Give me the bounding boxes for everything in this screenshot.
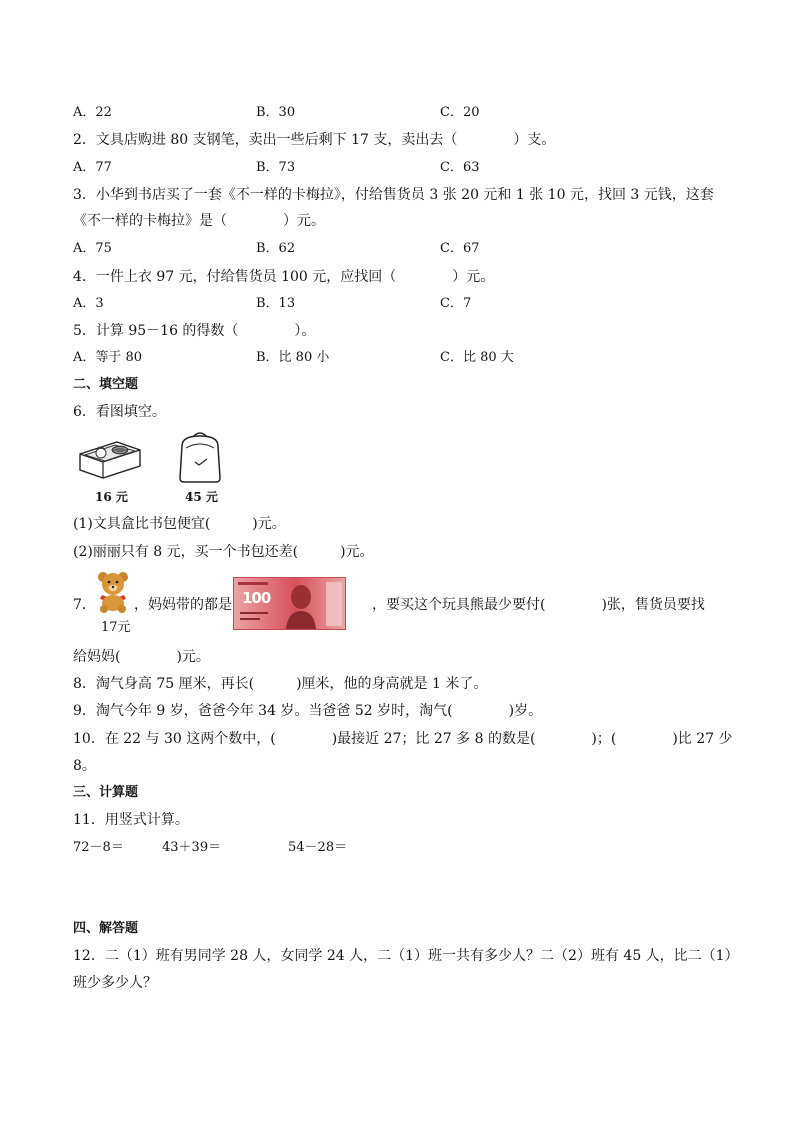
- q11-text: 11．用竖式计算。: [73, 812, 189, 828]
- q9-text: 9．淘气今年 9 岁，爸爸今年 34 岁。当爸爸 52 岁时，淘气( )岁。: [73, 703, 543, 719]
- q10-text-line2: 8。: [73, 758, 96, 774]
- q3-option-c[interactable]: C．67: [440, 241, 480, 256]
- q5-option-a[interactable]: A．等于 80: [73, 350, 143, 365]
- q7-text-tail: ，要买这个玩具熊最少要付( )张，售货员要找: [372, 597, 705, 613]
- section-title-word-problems: 四、解答题: [73, 921, 139, 936]
- q3-option-b[interactable]: B．62: [256, 241, 296, 256]
- section-title-calculation: 三、计算题: [73, 785, 139, 800]
- q12-text-line2: 班少多少人？: [73, 975, 157, 991]
- q5-option-c[interactable]: C．比 80 大: [440, 350, 514, 365]
- q5-option-b[interactable]: B．比 80 小: [256, 350, 330, 365]
- q1-option-c[interactable]: C．20: [440, 105, 480, 120]
- q6-sub1: (1)文具盒比书包便宜( )元。: [73, 516, 286, 532]
- q5-text: 5．计算 95－16 的得数（ ）。: [73, 323, 316, 339]
- q2-text: 2．文具店购进 80 支钢笔，卖出一些后剩下 17 支，卖出去（ ）支。: [73, 132, 556, 148]
- backpack-icon: [176, 428, 224, 484]
- q12-text-line1: 12．二（1）班有男同学 28 人，女同学 24 人，二（1）班一共有多少人？二（2）班有 45 人，比二（1）: [73, 948, 739, 964]
- q11-expr-2: 43＋39＝: [162, 840, 222, 855]
- teddy-bear-icon: [93, 569, 133, 613]
- pencil-box-icon: [77, 436, 143, 482]
- banknote-value: 100: [242, 589, 271, 607]
- q6-text: 6．看图填空。: [73, 404, 166, 420]
- q8-text: 8．淘气身高 75 厘米，再长( )厘米，他的身高就是 1 米了。: [73, 676, 488, 692]
- q2-option-a[interactable]: A．77: [73, 160, 112, 175]
- teddy-bear-price: 17元: [101, 620, 131, 635]
- q4-text: 4．一件上衣 97 元，付给售货员 100 元，应找回（ ）元。: [73, 269, 495, 285]
- q6-sub2: (2)丽丽只有 8 元，买一个书包还差( )元。: [73, 544, 374, 560]
- q4-option-a[interactable]: A．3: [73, 296, 104, 311]
- backpack-price: 45 元: [185, 490, 218, 504]
- q7-text-line2: 给妈妈( )元。: [73, 649, 210, 665]
- q3-text-line1: 3．小华到书店买了一套《不一样的卡梅拉》，付给售货员 3 张 20 元和 1 张 10 元，找回 3 元钱，这套: [73, 187, 714, 203]
- q11-expr-1: 72－8＝: [73, 840, 124, 855]
- q4-option-c[interactable]: C．7: [440, 296, 472, 311]
- q2-option-c[interactable]: C．63: [440, 160, 480, 175]
- q7-number: 7．: [73, 597, 96, 613]
- portrait-icon: [284, 581, 318, 629]
- q7-text-mid: ，妈妈带的都是: [134, 597, 232, 613]
- q3-option-a[interactable]: A．75: [73, 241, 112, 256]
- q3-text-line2: 《不一样的卡梅拉》是（ ）元。: [73, 213, 325, 229]
- section-title-fill-blank: 二、填空题: [73, 377, 139, 392]
- q2-option-b[interactable]: B．73: [256, 160, 296, 175]
- q4-option-b[interactable]: B．13: [256, 296, 296, 311]
- pencil-box-price: 16 元: [95, 490, 128, 504]
- q10-text-line1: 10．在 22 与 30 这两个数中，( )最接近 27；比 27 多 8 的数是( )；( )比 27 少: [73, 731, 733, 747]
- q1-option-a[interactable]: A．22: [73, 105, 112, 120]
- banknote-100-yuan-icon: [233, 577, 346, 630]
- q11-expr-3: 54－28＝: [288, 840, 348, 855]
- q1-option-b[interactable]: B．30: [256, 105, 296, 120]
